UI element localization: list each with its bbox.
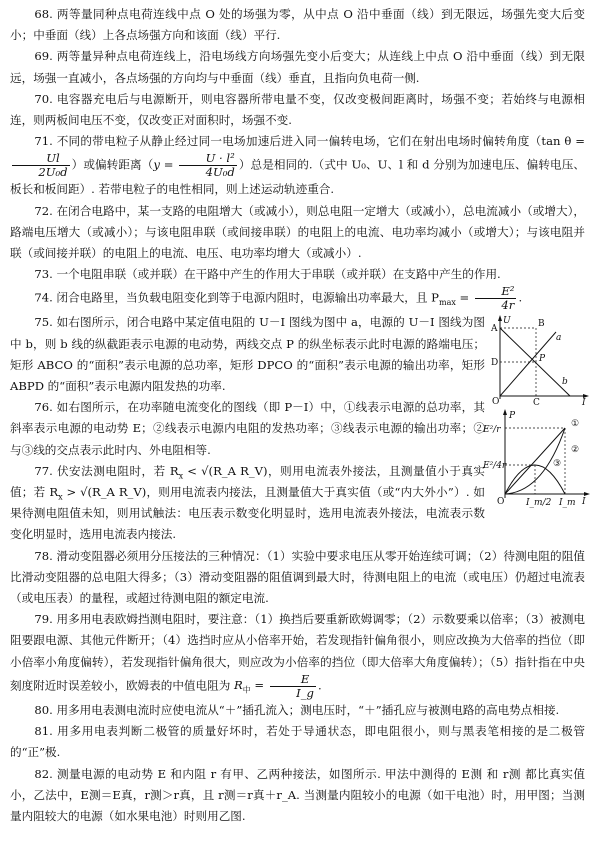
- item-69: 69. 两等量异种点电荷连线上，沿电场线方向场强先变小后变大；从连线上中点 O 沿中垂面（线）到无限远，场强一直减小，各点场强的方向均与中垂面（线）垂直，且指向负电荷一侧.: [10, 49, 585, 85]
- fig75-label-line-b: b: [562, 377, 568, 387]
- p-axis-arrow-icon: [503, 409, 507, 415]
- ui-graph-svg: [490, 314, 590, 408]
- item-77-text-b: < √(R_A R_V)，则用电流表外接法，且测量值小于真实值；若 R: [10, 463, 485, 500]
- fig75-label-line-a: a: [556, 333, 562, 343]
- item-75: 75. 如右图所示，闭合电路中某定值电阻的 U－I 图线为图中 a，电源的 U－I 图线为图中 b，则 b 线的纵截距表示电源的电动势，两线交点 P 的纵坐标表示此时电源的路端电压；矩形 ABCO 的“面积”表示电源的总功率，矩形 DPCO 的“面积”表示电源的输出功率，矩形 ABPD 的“面积”表示电源内阻发热的功率.: [10, 315, 485, 394]
- item-81: 81. 用多用电表判断二极管的质量好坏时，若处于导通状态，即电阻很小，则与黑表笔相接的是二极管的“正”极.: [10, 724, 585, 760]
- item-71-text-a: 71. 不同的带电粒子从静止经过同一电场加速后进入同一偏转电场，它们在射出电场时偏转角度（tan: [34, 134, 561, 149]
- fig75-label-i: I: [582, 398, 586, 408]
- fig75-label-a: A: [491, 324, 498, 334]
- figure-pi-graph: [483, 408, 590, 508]
- pi-graph-svg: [483, 408, 590, 508]
- pmax-formula: $\frac{\text{E²}}{4r}$: [475, 285, 516, 312]
- rmid-formula: $\frac{E}{I\_g}$: [270, 673, 316, 700]
- fig76-label-2: ②: [571, 445, 580, 455]
- item-72: 72. 在闭合电路中，某一支路的电阻增大（或减小），则总电阻一定增大（或减小），总电流减小（或增大），路端电压增大（或减小）；与该电阻串联（或间接串联）的电阻上的电流、电功率均减小（或增大）；与该电阻并联（或间接并联）的电阻上的电流、电压、电功率均增大（或减小）.: [10, 203, 585, 261]
- fig76-label-e2r: E²/r: [483, 425, 501, 435]
- fig76-label-o: O: [497, 497, 505, 507]
- item-68: 68. 两等量同种点电荷连线中点 O 处的场强为零，从中点 O 沿中垂面（线）到无限远，场强先变大后变小；中垂面（线）上各点场强方向和该面（线）平行.: [10, 7, 585, 43]
- fig76-label-3: ③: [553, 459, 562, 469]
- figure-ui-graph: [490, 314, 590, 408]
- deflection-formula: $\frac{\text{U · l²}}{\text{4U₀d}}$: [179, 152, 237, 179]
- item-71-text-c: ）总是相同的.（式中 U₀、U、l 和 d 分别为加速电压、偏转电压、板长和板间距）. 若带电粒子的电性相同，则上述运动轨迹重合.: [10, 157, 585, 197]
- item-82: 82. 测量电源的电动势 E 和内阻 r 有甲、乙两种接法，如图所示. 甲法中测得的 E测 和 r测 都比真实值小，乙法中，E测＝E真，r测＞r真，且 r测＝r真＋r_A. 当测量内阻较小的电源（如干电池）时，用甲图；当测量内阻较大的电源（如水果电池）时则用乙图.: [10, 766, 585, 823]
- item-77: 77. 伏安法测电阻时，若 $R_x$ < √(R_A R_V)，则用电流表外接法，且测量值小于真实值；若 $R_x$ > √(R_A R_V)，则用电流表内接法，且测量值大于真实值（或“内大外小”）. 如果待测电阻值未知，则用试触法：电压表示数变化明显时，选用电流表外接法，电流表示数变化明显时，选用电流表内接法.: [10, 463, 486, 542]
- item-79-text: 79. 用多用电表欧姆挡测电阻时，要注意：（1）换挡后要重新欧姆调零；（2）示数要乘以倍率；（3）被测电阻要跟电源、其他元件断开；（4）选挡时应从小倍率开始，若发现指针偏角很小，则应改换为大倍率的挡位（即小倍率小角度偏转），若发现指针偏角很大，则应改为小倍率的挡位（即大倍率大角度偏转）；（5）指针指在中央刻度附近时误差较小，欧姆表的中值电阻为: [10, 612, 585, 693]
- item-74-text: 74. 闭合电路里，当负载电阻变化到等于电源内阻时，电源输出功率最大，且 P: [34, 290, 439, 305]
- item-78: 78. 滑动变阻器必须用分压接法的三种情况：（1）实验中要求电压从零开始连续可调；（2）待测电阻的阻值比滑动变阻器的总电阻大得多；（3）滑动变阻器的阻值调到最大时，待测电阻上的电流（或电压）仍超过电流表（或电压表）的量程，或超过待测电阻的额定电流.: [10, 548, 585, 606]
- fig75-label-b-point: B: [538, 319, 545, 329]
- fig76-label-e24r: E²/4r: [483, 461, 507, 471]
- fig75-label-c: C: [533, 398, 540, 408]
- fig75-label-p: P: [539, 354, 546, 364]
- u-axis-arrow-icon: [498, 315, 502, 321]
- item-70: 70. 电容器充电后与电源断开，则电容器所带电量不变，仅改变极间距离时，场强不变；若始终与电源相连，则两板间电压不变，仅改变正对面积时，场强不变.: [10, 91, 585, 128]
- tan-formula: $\frac{Ul}{\text{2U₀d}}$: [12, 152, 70, 179]
- fig75-label-u: U: [503, 316, 511, 326]
- item-71: 71. 不同的带电粒子从静止经过同一电场加速后进入同一偏转电场，它们在射出电场时偏转角度（tan θ = $\frac{Ul}{\text{2U₀d}}$ ）或偏转距离（y = $\frac{\text{U · l²}}{\text{4U₀d}}$ ）总是相同的.（式中 U₀、U、l 和 d 分别为加速电压、偏转电压、板长和板间距）. 若带电粒子的电性相同，则上述运动轨迹重合.: [10, 134, 585, 197]
- item-71-text-b: ）或偏转距离（: [71, 157, 154, 172]
- item-76: 76. 如右图所示，在功率随电流变化的图线（即 P－I）中，①线表示电源的总功率，其斜率表示电源的电动势 E；②线表示电源内电阻的发热功率；③线表示电源的输出功率；②与③线的交点表示此时内、外电阻相等.: [10, 400, 485, 457]
- fig76-label-p: P: [509, 411, 516, 421]
- fig76-label-i: I: [582, 497, 586, 507]
- fig76-label-im2: I_m/2: [526, 498, 552, 508]
- item-80: 80. 用多用电表测电流时应使电流从“＋”插孔流入；测电压时，“＋”插孔应与被测电路的高电势点相接.: [34, 702, 560, 717]
- item-73: 73. 一个电阻串联（或并联）在干路中产生的作用大于串联（或并联）在支路中产生的作用.: [34, 267, 501, 282]
- item-74: 74. 闭合电路里，当负载电阻变化到等于电源内阻时，电源输出功率最大，且 $P_{max}$ = $\frac{\text{E²}}{4r}$ .: [34, 284, 523, 313]
- fig75-label-d: D: [491, 358, 499, 368]
- i-axis-2-arrow-icon: [584, 492, 590, 496]
- line-a: [500, 332, 556, 396]
- item-77-text-c: > √(R_A R_V)，则用电流表内接法，且测量值大于真实值（或“内大外小”）. 如果待测电阻值未知，则用试触法：电压表示数变化明显时，选用电流表外接法，电流表示数变化明显时，选用电流表内接法.: [10, 485, 486, 542]
- item-77-text-a: 77. 伏安法测电阻时，若 R: [34, 463, 179, 478]
- fig75-label-o: O: [492, 397, 500, 407]
- fig76-label-1: ①: [571, 419, 580, 429]
- item-79: 79. 用多用电表欧姆挡测电阻时，要注意：（1）换挡后要重新欧姆调零；（2）示数要乘以倍率；（3）被测电阻要跟电源、其他元件断开；（4）选挡时应从小倍率开始，若发现指针偏角很小，则应改换为大倍率的挡位（即小倍率小角度偏转），若发现指针偏角很大，则应改为小倍率的挡位（即大倍率大角度偏转）；（5）指针指在中央刻度附近时误差较小，欧姆表的中值电阻为 $R_中$ = $\frac{E}{I\_g}$ .: [10, 612, 585, 700]
- fig76-label-im: I_m: [559, 498, 576, 508]
